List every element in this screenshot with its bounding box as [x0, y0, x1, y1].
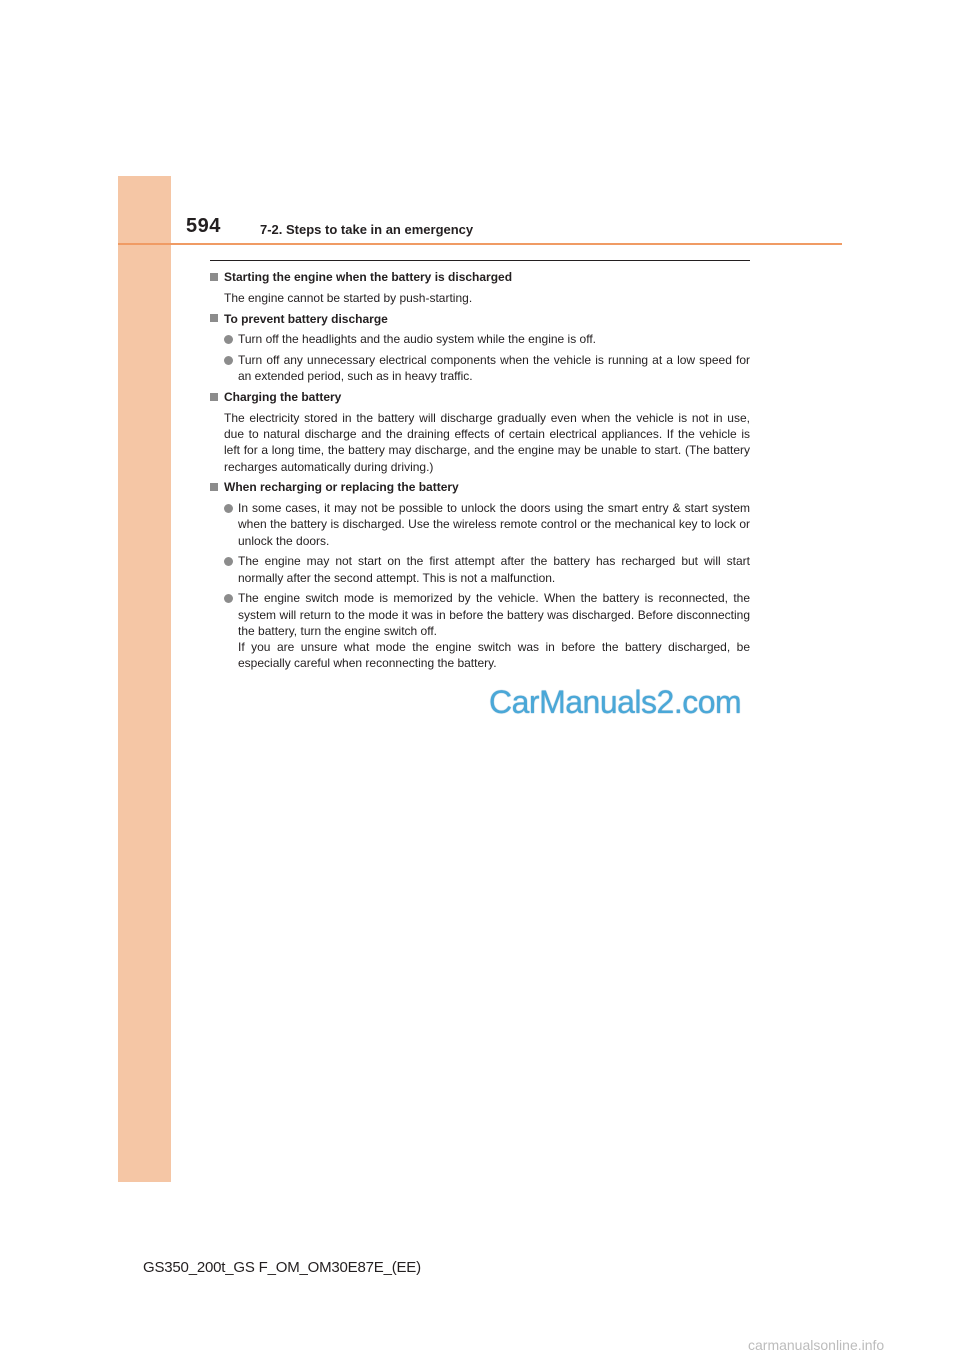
circle-bullet-icon — [224, 356, 233, 365]
circle-bullet-icon — [224, 335, 233, 344]
circle-bullet-icon — [224, 557, 233, 566]
bullet-text: Turn off the headlights and the audio system while the engine is off. — [238, 332, 597, 347]
footer-manual-code: GS350_200t_GS F_OM_OM30E87E_(EE) — [143, 1259, 421, 1276]
section-heading-text: Charging the battery — [224, 390, 342, 405]
page-number: 594 — [186, 215, 221, 237]
header-rule — [118, 243, 842, 245]
paragraph: The electricity stored in the battery will discharge gradually even when the vehicle is not in use, due to natural discharge and the draining effects of certain electrical appliances. If the vehicle is left for a long time, the battery may discharge, and the engine may be unable to start. (The battery recharges automatically during driving.) — [224, 410, 750, 474]
section-heading — [210, 311, 750, 327]
bullet-item — [210, 500, 750, 549]
section-heading — [210, 479, 750, 495]
bullet-item — [210, 553, 750, 585]
bullet-item — [210, 331, 750, 347]
watermark-logo: CarManuals2.com — [489, 684, 742, 720]
section-heading-text: To prevent battery discharge — [224, 311, 388, 326]
square-bullet-icon — [210, 314, 218, 322]
section-heading — [210, 389, 750, 405]
square-bullet-icon — [210, 483, 218, 491]
bullet-text: In some cases, it may not be possible to unlock the doors using the smart entry & start system when the battery is discharged. Use the wireless remote control or the mechanical key to lock or unlock the doors. — [238, 501, 750, 548]
bullet-text: The engine switch mode is memorized by the vehicle. When the battery is reconnected, the system will return to the mode it was in before the battery was discharged. Before disconnecting the battery, turn the engine switch off. — [238, 591, 750, 638]
section-title: 7-2. Steps to take in an emergency — [260, 222, 474, 237]
bullet-item — [210, 590, 750, 671]
circle-bullet-icon — [224, 504, 233, 513]
square-bullet-icon — [210, 393, 218, 401]
section-heading-text: When recharging or replacing the battery — [224, 480, 459, 495]
bullet-text: The engine may not start on the first attempt after the battery has recharged but will start normally after the second attempt. This is not a malfunction. — [238, 554, 750, 585]
footer-site-watermark: carmanualsonline.info — [748, 1337, 885, 1353]
section-heading — [210, 269, 750, 285]
paragraph: The engine cannot be started by push-starting. — [224, 290, 473, 305]
chapter-sidebar-band — [118, 176, 171, 1182]
bullet-text: Turn off any unnecessary electrical components when the vehicle is running at a low speed for an extended period, such as in heavy traffic. — [238, 353, 750, 384]
content-top-rule — [210, 260, 750, 261]
square-bullet-icon — [210, 273, 218, 281]
circle-bullet-icon — [224, 594, 233, 603]
bullet-text: If you are unsure what mode the engine switch was in before the battery discharged, be especially careful when reconnecting the battery. — [238, 640, 750, 671]
section-heading-text: Starting the engine when the battery is discharged — [224, 270, 513, 284]
bullet-item — [210, 352, 750, 384]
content-body — [210, 269, 750, 671]
